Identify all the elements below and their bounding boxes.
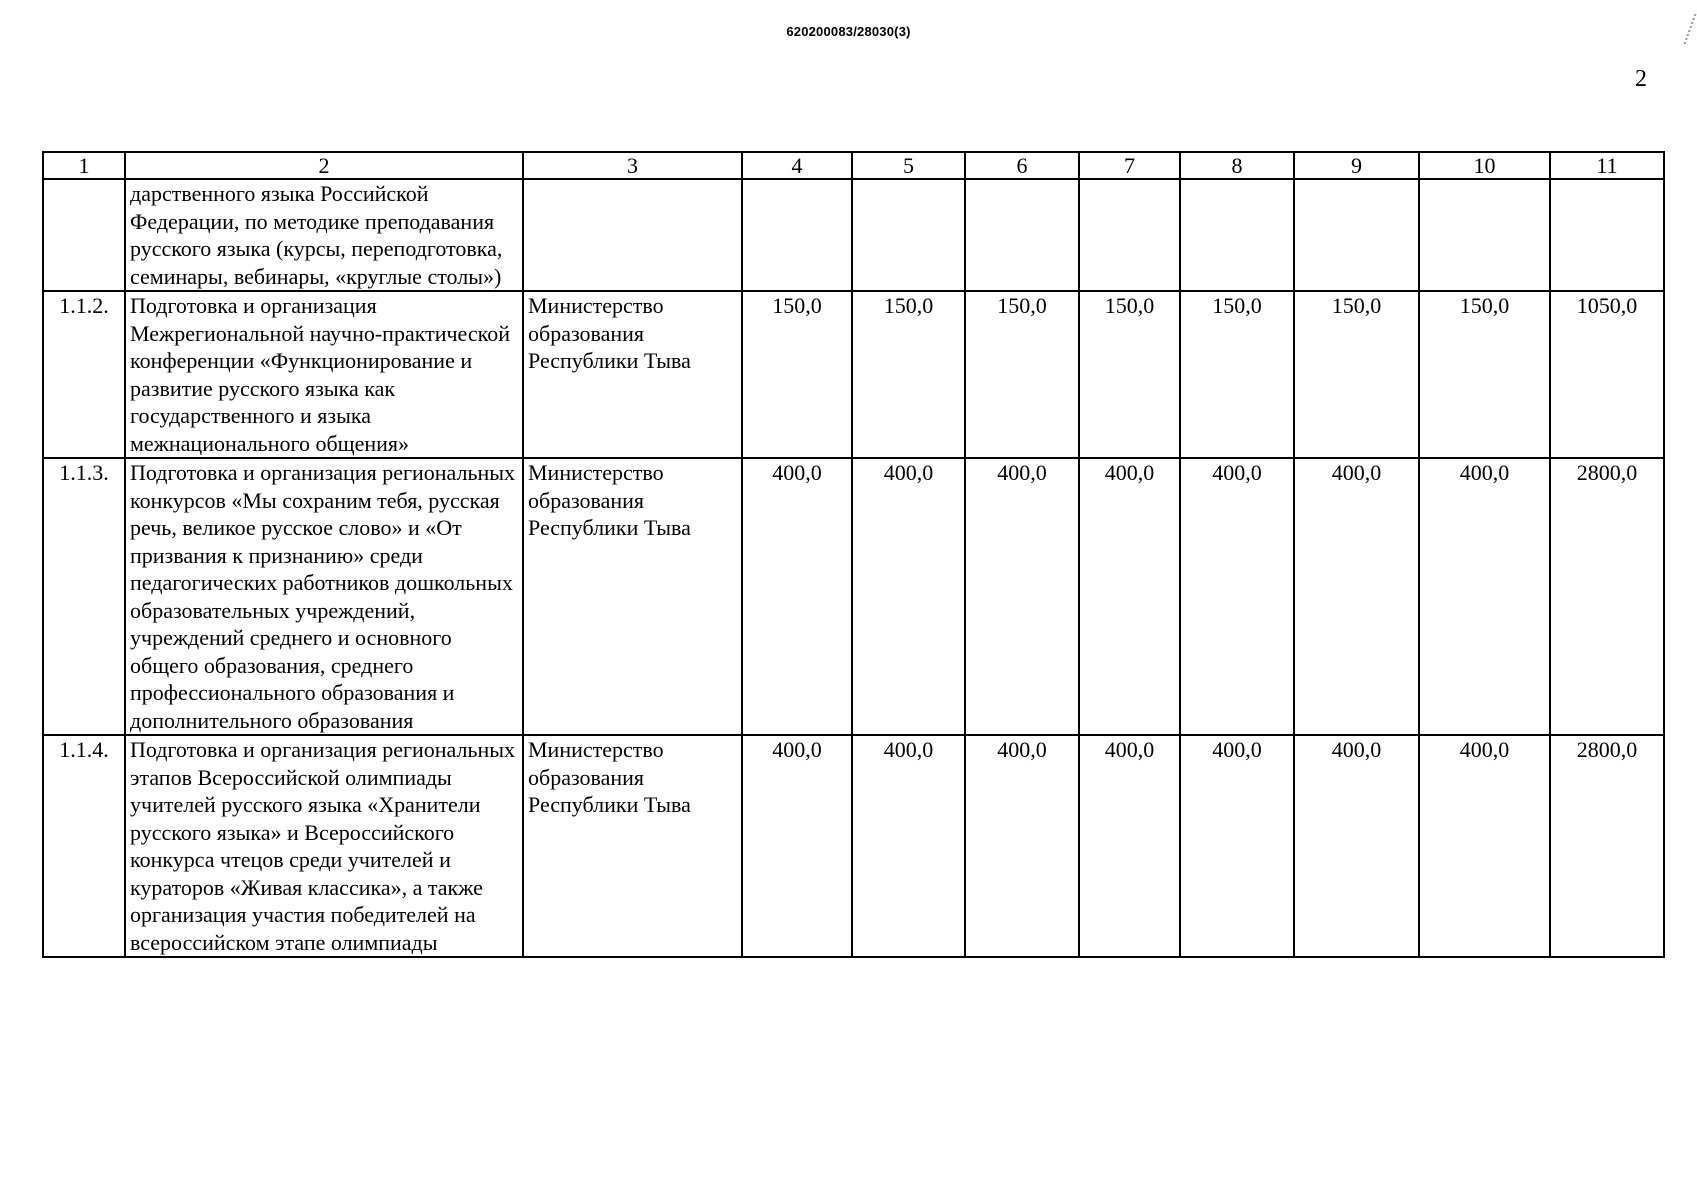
column-header: 5 — [852, 152, 965, 179]
row-description: Подготовка и организация региональных этапов Всероссийской олимпиады учителей русского языка «Хранители русского языка» и Всероссийского конкурса чтецов среди учителей и кураторов «Живая классика», а также организация участия победителей на всероссийском этапе олимпиады — [125, 735, 523, 957]
row-number: 1.1.3. — [43, 458, 125, 735]
row-value: 150,0 — [965, 291, 1079, 458]
row-number: 1.1.2. — [43, 291, 125, 458]
row-description: Подготовка и организация Межрегиональной научно-практической конференции «Функционирование и развитие русского языка как государственного и языка межнационального общения» — [125, 291, 523, 458]
row-value: 150,0 — [742, 291, 852, 458]
row-executor: Министерство образования Республики Тыва — [523, 291, 742, 458]
row-executor — [523, 179, 742, 291]
row-total: 1050,0 — [1550, 291, 1664, 458]
row-value: 150,0 — [1294, 291, 1419, 458]
table-row — [43, 735, 1664, 957]
page-number: 2 — [1635, 66, 1647, 92]
row-total — [1550, 179, 1664, 291]
row-value: 400,0 — [742, 458, 852, 735]
column-header: 4 — [742, 152, 852, 179]
row-value: 400,0 — [1180, 735, 1294, 957]
column-header: 11 — [1550, 152, 1664, 179]
table-row — [43, 179, 1664, 291]
row-executor: Министерство образования Республики Тыва — [523, 458, 742, 735]
row-total: 2800,0 — [1550, 735, 1664, 957]
row-value: 150,0 — [1419, 291, 1550, 458]
column-header: 9 — [1294, 152, 1419, 179]
row-value — [1079, 179, 1180, 291]
row-value — [852, 179, 965, 291]
row-number: 1.1.4. — [43, 735, 125, 957]
row-value: 400,0 — [1419, 458, 1550, 735]
row-value: 400,0 — [965, 735, 1079, 957]
column-header: 8 — [1180, 152, 1294, 179]
row-value — [742, 179, 852, 291]
row-value: 400,0 — [1079, 735, 1180, 957]
row-value — [965, 179, 1079, 291]
column-header: 7 — [1079, 152, 1180, 179]
row-value: 400,0 — [852, 735, 965, 957]
row-value: 150,0 — [1180, 291, 1294, 458]
row-description: дарственного языка Российской Федерации, по методике преподавания русского языка (курсы, переподготовка, семинары, вебинары, «круглые столы») — [125, 179, 523, 291]
column-number-row — [43, 152, 1664, 179]
row-executor: Министерство образования Республики Тыва — [523, 735, 742, 957]
row-value: 400,0 — [852, 458, 965, 735]
row-number — [43, 179, 125, 291]
budget-table — [42, 151, 1665, 958]
column-header: 6 — [965, 152, 1079, 179]
row-value: 400,0 — [1294, 735, 1419, 957]
row-value — [1294, 179, 1419, 291]
column-header: 3 — [523, 152, 742, 179]
row-value: 150,0 — [852, 291, 965, 458]
row-value: 400,0 — [742, 735, 852, 957]
row-value: 150,0 — [1079, 291, 1180, 458]
row-value: 400,0 — [1294, 458, 1419, 735]
row-value: 400,0 — [965, 458, 1079, 735]
column-header: 10 — [1419, 152, 1550, 179]
document-id: 620200083/28030(3) — [786, 24, 911, 39]
row-value: 400,0 — [1079, 458, 1180, 735]
row-value — [1419, 179, 1550, 291]
row-value — [1180, 179, 1294, 291]
row-total: 2800,0 — [1550, 458, 1664, 735]
row-description: Подготовка и организация региональных конкурсов «Мы сохраним тебя, русская речь, великое русское слово» и «От призвания к признанию» среди педагогических работников дошкольных образовательных учреждений, учреждений среднего и основного общего образования, среднего профессионального образования и дополнительного образования — [125, 458, 523, 735]
row-value: 400,0 — [1180, 458, 1294, 735]
table-row — [43, 291, 1664, 458]
column-header: 1 — [43, 152, 125, 179]
column-header: 2 — [125, 152, 523, 179]
table-row — [43, 458, 1664, 735]
row-value: 400,0 — [1419, 735, 1550, 957]
